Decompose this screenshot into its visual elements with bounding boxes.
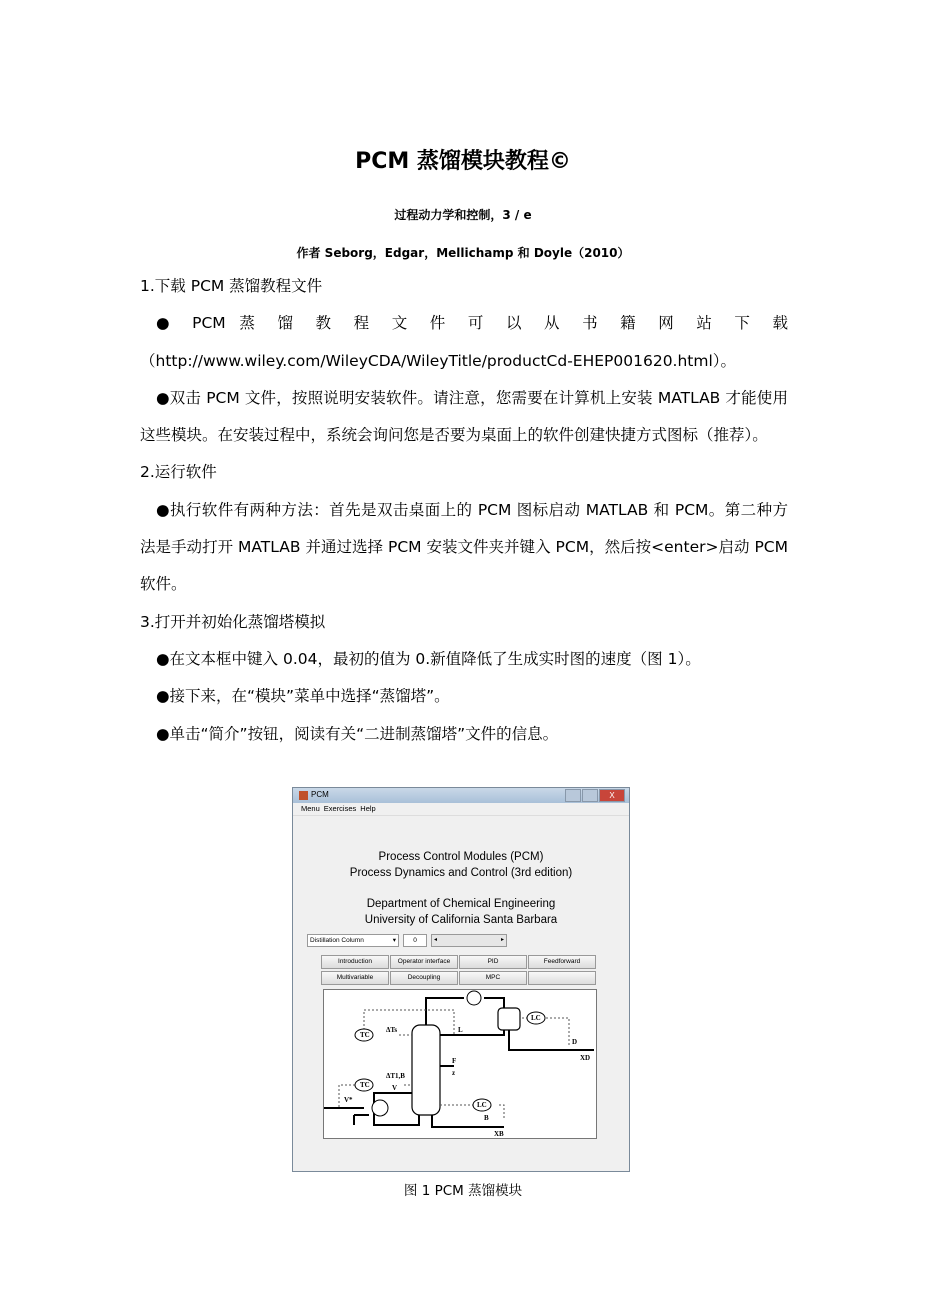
menu-item: Exercises [323,804,357,813]
lc-label: LC [477,1101,487,1109]
window-title: PCM [311,790,329,799]
paragraph: ●单击“简介”按钮，阅读有关“二进制蒸馏塔”文件的信息。 [156,724,559,743]
section-heading: 1.下载 PCM 蒸馏教程文件 [140,277,323,295]
distillation-diagram [323,989,597,1139]
empty-button [528,971,596,985]
f-label: F [452,1057,457,1065]
tc-label: TC [360,1081,370,1089]
figure-pcm-screenshot [292,787,630,1172]
speed-slider [431,934,507,947]
dts-label: ΔTs [386,1026,398,1034]
section-heading: 2.运行软件 [140,463,217,482]
module-select: Distillation Column ▾ [307,934,399,947]
slider-right-icon: ▸ [500,937,504,943]
introduction-button: Introduction [321,955,389,969]
feedforward-button: Feedforward [528,955,596,969]
pcm-heading: University of California Santa Barbara [364,914,558,926]
tc-label: TC [360,1031,370,1039]
b-label: B [484,1114,489,1122]
v-label: V [392,1084,398,1092]
figure-caption: 图 1 PCM 蒸馏模块 [403,1183,523,1199]
xd-label: XD [580,1054,591,1062]
xb-label: XB [494,1130,504,1138]
pid-button: PID [459,955,527,969]
maximize-icon [582,789,598,802]
pcm-heading: Process Control Modules (PCM) [378,851,544,863]
mpc-button: MPC [459,971,527,985]
l-label: L [458,1026,463,1034]
paragraph: ●接下来，在“模块”菜单中选择“蒸馏塔”。 [156,687,450,706]
lc-label: LC [531,1014,541,1022]
document-title: PCM 蒸馏模块教程© [355,149,571,174]
pcm-heading: Process Dynamics and Control (3rd edition) [349,867,573,879]
matlab-logo-icon [299,791,308,800]
document-authors: 作者 Seborg，Edgar，Mellichamp 和 Doyle（2010） [296,246,630,260]
document-body [140,268,788,753]
menu-item: Help [360,804,376,813]
operator-interface-button: Operator interface [390,955,458,969]
module-buttons [321,955,596,985]
value-box: 0 [403,934,427,947]
paragraph: ●执行软件有两种方法：首先是双击桌面上的 PCM 图标启动 MATLAB 和 PCM。第二种方法是手动打开 MATLAB 并通过选择 PCM 安装文件夹并键入 PCM，然后按<enter>启动 PCM 软件。 [140,500,788,594]
window-titlebar [293,788,629,803]
menu-bar [293,803,629,816]
slider-left-icon: ◂ [434,937,438,943]
close-icon: X [599,789,625,802]
minimize-icon [565,789,581,802]
dtlb-label: ΔT1,B [386,1072,405,1080]
vstar-label: V* [344,1096,353,1104]
pcm-heading: Department of Chemical Engineering [366,898,556,910]
paragraph: （http://www.wiley.com/WileyCDA/WileyTitle/productCd-EHEP001620.html）。 [140,351,737,370]
document-subtitle: 过程动力学和控制，3 / e [394,208,532,222]
multivariable-button: Multivariable [321,971,389,985]
z-label: z [452,1069,456,1077]
decoupling-button: Decoupling [390,971,458,985]
d-label: D [572,1038,578,1046]
paragraph: ● PCM 蒸 馏 教 程 文 件 可 以 从 书 籍 网 站 下 载 [156,314,788,333]
section-heading: 3.打开并初始化蒸馏塔模拟 [140,612,326,631]
paragraph: ●双击 PCM 文件，按照说明安装软件。请注意，您需要在计算机上安装 MATLAB 才能使用这些模块。在安装过程中，系统会询问您是否要为桌面上的软件创建快捷方式图标（推荐）。 [140,388,788,445]
menu-item: Menu [301,804,320,813]
paragraph: ●在文本框中键入 0.04，最初的值为 0.新值降低了生成实时图的速度（图 1）。 [156,649,701,668]
